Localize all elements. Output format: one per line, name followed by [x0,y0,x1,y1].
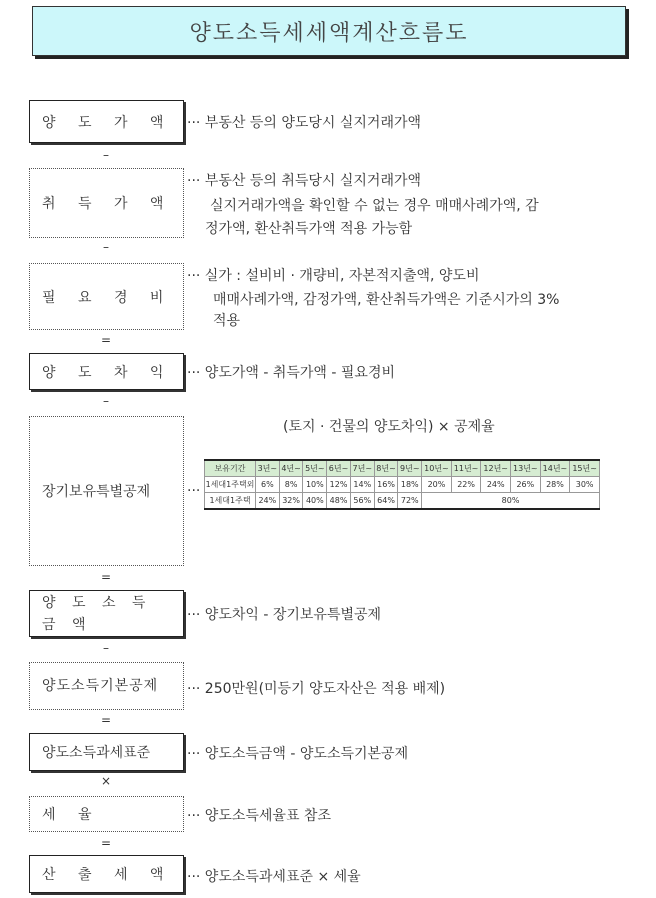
table-cell: 5년~ [303,460,327,477]
step-description-note: 실지거래가액을 확인할 수 없는 경우 매매사례가액, 감 [210,198,539,214]
step-computed-tax [29,855,184,893]
step-capital-gain [29,353,184,390]
table-cell: 보유기간 [205,460,256,477]
table-cell: 18% [398,477,422,493]
table-cell: 10% [303,477,327,493]
table-cell: 3년~ [256,460,280,477]
step-necessary-expenses [29,263,184,330]
table-cell: 1세대1주택외 [205,477,256,493]
step-description-note: 정가액, 환산취득가액 적용 가능함 [205,221,413,237]
step-long-term-deduction [29,416,184,566]
table-cell: 16% [374,477,398,493]
table-cell: 48% [327,493,351,510]
step-description: ··· 양도소득과세표준 × 세율 [187,869,361,885]
leader-dots: ··· [187,483,201,499]
table-cell: 8% [279,477,303,493]
step-sale-price [29,100,184,143]
step-label: 장기보유특별공제 [42,484,151,500]
table-cell: 64% [374,493,398,510]
table-cell: 10년~ [422,460,452,477]
table-cell: 15년~ [570,460,600,477]
table-cell: 7년~ [350,460,374,477]
step-tax-rate [29,796,184,832]
table-cell: 28% [540,477,570,493]
step-description: ··· 양도차익 - 장기보유특별공제 [187,607,382,623]
step-label: 양도소득과세표준 [42,745,151,761]
page-title: 양도소득세세액계산흐름도 [32,6,626,56]
table-row [205,477,600,493]
operator-minus: – [103,240,109,254]
step-label: 양 도 가 액 [42,114,173,131]
table-cell: 14% [350,477,374,493]
step-label: 양 도 차 익 [42,364,173,381]
table-cell: 12% [327,477,351,493]
step-capital-gains-income [29,590,184,637]
table-cell: 20% [422,477,452,493]
step-description: ··· 실가 : 설비비 · 개량비, 자본적지출액, 양도비 [187,268,480,284]
table-cell: 6년~ [327,460,351,477]
table-cell: 8년~ [374,460,398,477]
holding-period-table [204,459,600,510]
step-description-note: 매매사례가액, 감정가액, 환산취득가액은 기준시가의 3% [213,292,560,308]
table-cell: 6% [256,477,280,493]
step-description: ··· 양도소득세율표 참조 [187,808,331,824]
operator-minus: – [103,394,109,408]
table-row [205,493,600,510]
table-cell: 24% [256,493,280,510]
step-description: ··· 부동산 등의 취득당시 실지거래가액 [187,173,422,189]
step-description: ··· 양도가액 - 취득가액 - 필요경비 [187,365,395,381]
operator-equals: = [100,570,112,584]
table-cell: 4년~ [279,460,303,477]
table-cell: 30% [570,477,600,493]
deduction-formula: (토지 · 건물의 양도차익) × 공제율 [283,419,495,435]
table-cell: 40% [303,493,327,510]
table-cell: 22% [451,477,481,493]
table-cell: 12년~ [481,460,511,477]
step-tax-base [29,733,184,771]
table-cell: 56% [350,493,374,510]
operator-equals: = [100,713,112,727]
operator-times: × [100,774,112,788]
step-acquisition-price [29,168,184,238]
step-label: 양도소득기본공제 [42,678,159,694]
table-cell: 13년~ [511,460,541,477]
step-label: 세 율 [42,807,101,823]
table-cell: 14년~ [540,460,570,477]
step-description-note: 적용 [213,313,241,329]
step-label: 산 출 세 액 [42,867,173,883]
table-cell: 26% [511,477,541,493]
operator-equals: = [100,333,112,347]
table-cell: 1세대1주택 [205,493,256,510]
step-description: ··· 양도소득금액 - 양도소득기본공제 [187,746,409,762]
step-label: 취 득 가 액 [42,196,173,212]
operator-equals: = [100,836,112,850]
step-label: 양 도 소 득 금 액 [42,594,152,633]
step-description: ··· 250만원(미등기 양도자산은 적용 배제) [187,681,446,697]
step-description: ··· 부동산 등의 양도당시 실지거래가액 [187,115,422,131]
table-cell: 32% [279,493,303,510]
table-header-row [205,460,600,477]
table-cell: 11년~ [451,460,481,477]
operator-minus: – [103,148,109,162]
table-cell: 72% [398,493,422,510]
step-basic-deduction [29,662,184,710]
table-cell: 80% [422,493,600,510]
operator-minus: – [103,641,109,655]
step-label: 필 요 경 비 [42,289,173,306]
table-cell: 24% [481,477,511,493]
table-cell: 9년~ [398,460,422,477]
